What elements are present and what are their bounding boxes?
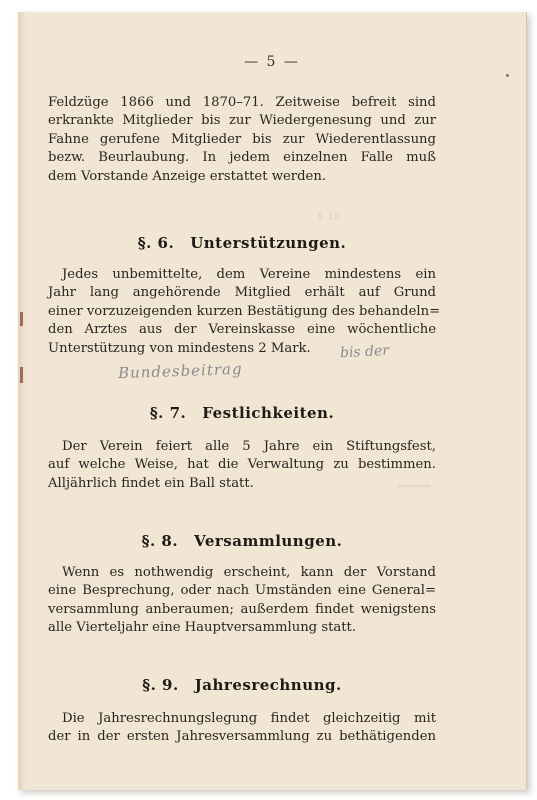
text-line: Feldzüge 1866 und 1870–71. Zeitweise befreit sind xyxy=(48,95,436,110)
section-9-paragraph xyxy=(48,710,436,747)
text-line: dem Vorstande Anzeige erstattet werden. xyxy=(48,168,327,184)
text-line: den Arztes aus der Vereinskasse eine wöchentliche xyxy=(48,322,436,338)
section-title: Festlichkeiten. xyxy=(202,404,335,422)
text-line: Fahne gerufene Mitglieder bis zur Wiederentlassung xyxy=(48,131,436,147)
show-through-text: ══════ xyxy=(398,482,431,492)
margin-mark xyxy=(20,367,23,383)
text-line: Die Jahresrechnungslegung findet gleichzeitig mit xyxy=(62,711,436,726)
show-through-text: §. 10. xyxy=(318,212,343,222)
text-line: einer vorzuzeigenden kurzen Bestätigung des behandeln= xyxy=(48,303,441,319)
text-line: Jedes unbemittelte, dem Vereine mindestens ein xyxy=(62,267,436,282)
text-line: versammlung anberaumen; außerdem findet wenigstens xyxy=(48,601,436,617)
section-number: §. 8. xyxy=(141,532,179,550)
section-heading-7 xyxy=(48,404,436,422)
section-heading-9 xyxy=(48,676,436,694)
text-line: der in der ersten Jahresversammlung zu bethätigenden xyxy=(48,729,436,745)
margin-mark xyxy=(20,312,23,326)
text-line: bezw. Beurlaubung. In jedem einzelnen Falle muß xyxy=(48,150,436,166)
text-line: Wenn es nothwendig erscheint, kann der Vorstand xyxy=(62,565,436,580)
text-line: auf welche Weise, hat die Verwaltung zu bestimmen. xyxy=(48,457,436,473)
section-number: §. 7. xyxy=(149,404,187,422)
handwritten-annotation: bis der xyxy=(339,342,390,362)
section-heading-6 xyxy=(48,234,436,252)
section-number: §. 9. xyxy=(142,676,179,694)
page-number: — 5 — xyxy=(244,54,300,70)
section-8-paragraph xyxy=(48,564,436,638)
intro-paragraph xyxy=(48,94,436,186)
text-line: alle Vierteljahr eine Hauptversammlung statt. xyxy=(48,620,357,636)
text-line: Der Verein feiert alle 5 Jahre ein Stiftungsfest, xyxy=(62,439,436,454)
paper-speck xyxy=(506,74,509,77)
text-line: Unterstützung von mindestens 2 Mark. xyxy=(48,340,311,356)
section-title: Jahresrechnung. xyxy=(194,676,342,694)
section-heading-8 xyxy=(48,532,436,550)
section-number: §. 6. xyxy=(137,234,175,252)
section-title: Versammlungen. xyxy=(194,532,343,550)
text-line: Alljährlich findet ein Ball statt. xyxy=(48,475,254,491)
text-line: erkrankte Mitglieder bis zur Wiedergenesung und zur xyxy=(48,113,436,129)
handwritten-annotation: Bundesbeitrag xyxy=(117,359,243,383)
text-line: eine Besprechung, oder nach Umständen eine General= xyxy=(48,583,436,599)
section-title: Unterstützungen. xyxy=(190,234,347,252)
section-7-paragraph xyxy=(48,438,436,493)
document-page xyxy=(18,12,527,790)
text-line: Jahr lang angehörende Mitglied erhält auf Grund xyxy=(48,285,436,301)
